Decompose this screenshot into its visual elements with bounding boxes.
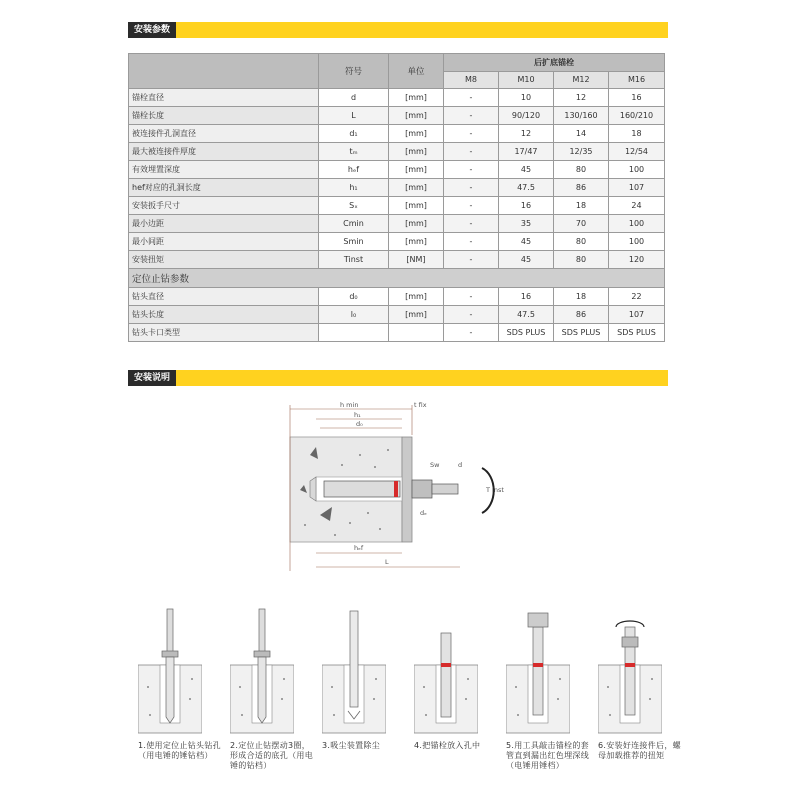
cell-unit: [NM] [389,251,444,269]
cell-value-m12: SDS PLUS [554,324,609,342]
cell-value-m16: 107 [609,306,665,324]
cell-value-m10: 45 [499,233,554,251]
dim-tinst: T inst [486,486,504,494]
cell-value-m8: - [444,125,499,143]
cell-unit: [mm] [389,288,444,306]
cell-value-m12: 18 [554,288,609,306]
cell-value-m16: 100 [609,161,665,179]
cell-symbol: Sₓ [319,197,389,215]
cell-value-m16: 100 [609,215,665,233]
cell-unit: [mm] [389,233,444,251]
cell-value-m8: - [444,143,499,161]
dim-h1: h₁ [354,411,361,419]
cell-value-m8: - [444,251,499,269]
cell-value-m8: - [444,107,499,125]
cell-value-m12: 70 [554,215,609,233]
step-caption-1: 1.使用定位止钻头钻孔（用电锤的锤钻档） [138,741,221,760]
step-illustration-6 [598,607,678,735]
dim-sw: Sw [430,461,440,469]
table-row [129,251,665,269]
step-caption-6: 6.安装好连接件后，螺母加载推荐的扭矩 [598,741,681,760]
table-row [129,306,665,324]
cell-unit: [mm] [389,107,444,125]
header-unit: 单位 [389,54,444,89]
anchor-nut [412,480,432,498]
cell-value-m10: 35 [499,215,554,233]
cell-value-m10: 90/120 [499,107,554,125]
cell-symbol: h₁ [319,179,389,197]
table-row [129,161,665,179]
cell-value-m12: 80 [554,233,609,251]
header-size-m10: M10 [499,71,554,89]
cell-value-m8: - [444,324,499,342]
table-row [129,197,665,215]
cell-symbol: Smin [319,233,389,251]
cell-name: 锚栓长度 [129,107,319,125]
table-row [129,89,665,107]
cell-value-m8: - [444,89,499,107]
step-illustration-3 [322,607,402,735]
cell-unit: [mm] [389,89,444,107]
header-group: 后扩底锚栓 [444,54,665,72]
anchor-diagram [280,395,510,585]
cell-value-m16: 120 [609,251,665,269]
cell-value-m16: SDS PLUS [609,324,665,342]
header-symbol: 符号 [319,54,389,89]
dim-hef: hₑf [354,544,364,552]
table-row [129,215,665,233]
dim-d0: d₀ [356,420,363,428]
cell-value-m16: 24 [609,197,665,215]
cell-symbol: tₘ [319,143,389,161]
cell-unit: [mm] [389,215,444,233]
cell-value-m16: 160/210 [609,107,665,125]
cell-name: 钻头卡口类型 [129,324,319,342]
cell-value-m16: 16 [609,89,665,107]
cell-name: 有效埋置深度 [129,161,319,179]
header-empty [129,54,319,89]
cell-value-m12: 18 [554,197,609,215]
cell-value-m16: 107 [609,179,665,197]
cell-value-m8: - [444,306,499,324]
section-title-params: 安装参数 [128,22,176,38]
cell-name: hef对应的孔洞长度 [129,179,319,197]
cell-value-m12: 14 [554,125,609,143]
dim-L: L [385,558,389,566]
cell-value-m8: - [444,197,499,215]
cell-symbol: l₀ [319,306,389,324]
cell-unit: [mm] [389,197,444,215]
cell-name: 锚栓直径 [129,89,319,107]
cell-unit: [mm] [389,125,444,143]
step-caption-2: 2.定位止钻摆动3圈，形成合适的底孔（用电锤的钻档） [230,741,313,770]
cell-value-m12: 80 [554,251,609,269]
step-caption-5: 5.用工具敲击锚栓的套管直到漏出红色埋深线（电锤用锤档） [506,741,589,770]
section-drill-params: 定位止钻参数 [129,269,665,288]
cell-name: 最大被连接件厚度 [129,143,319,161]
section-bar-params [128,22,668,38]
cell-value-m10: SDS PLUS [499,324,554,342]
cell-symbol: d₀ [319,288,389,306]
cell-symbol: d [319,89,389,107]
cell-symbol: Tinst [319,251,389,269]
cell-value-m10: 45 [499,251,554,269]
cell-value-m10: 10 [499,89,554,107]
cell-value-m12: 80 [554,161,609,179]
dim-hmin: h min [340,401,359,409]
cell-name: 最小间距 [129,233,319,251]
cell-value-m12: 12 [554,89,609,107]
embedment-mark [394,481,398,497]
cell-symbol: Cmin [319,215,389,233]
section-title-instructions: 安装说明 [128,370,176,386]
step-illustration-4 [414,607,494,735]
cell-symbol [319,324,389,342]
header-size-m12: M12 [554,71,609,89]
cell-value-m16: 12/54 [609,143,665,161]
step-illustration-1 [138,607,218,735]
step-illustration-2 [230,607,310,735]
table-row [129,233,665,251]
dim-df: dₑ [420,509,427,517]
step-caption-3: 3.吸尘装置除尘 [322,741,381,750]
cell-name: 被连接件孔洞直径 [129,125,319,143]
cell-value-m10: 47.5 [499,179,554,197]
table-row [129,324,665,342]
cell-value-m10: 12 [499,125,554,143]
section-bar-instructions [128,370,668,386]
cell-value-m10: 17/47 [499,143,554,161]
table-row [129,143,665,161]
cell-value-m8: - [444,161,499,179]
table-row [129,107,665,125]
cell-value-m12: 130/160 [554,107,609,125]
cell-value-m10: 47.5 [499,306,554,324]
cell-unit [389,324,444,342]
cell-symbol: d₁ [319,125,389,143]
step-caption-4: 4.把锚栓放入孔中 [414,741,481,750]
cell-value-m8: - [444,179,499,197]
anchor-sleeve [324,481,400,497]
cell-name: 钻头直径 [129,288,319,306]
cell-unit: [mm] [389,143,444,161]
cell-value-m16: 100 [609,233,665,251]
cell-symbol: L [319,107,389,125]
table-row [129,179,665,197]
dim-tfix: t fix [414,401,427,409]
cell-value-m16: 18 [609,125,665,143]
cell-value-m12: 86 [554,179,609,197]
cell-value-m10: 16 [499,197,554,215]
header-size-m16: M16 [609,71,665,89]
cell-unit: [mm] [389,306,444,324]
anchor-bolt [432,484,458,494]
spec-table [128,53,665,342]
cell-value-m10: 45 [499,161,554,179]
cell-value-m10: 16 [499,288,554,306]
fixture-plate [402,437,412,542]
cell-value-m8: - [444,233,499,251]
dim-d: d [458,461,463,469]
cell-unit: [mm] [389,179,444,197]
cell-name: 安装扭矩 [129,251,319,269]
cell-unit: [mm] [389,161,444,179]
header-size-m8: M8 [444,71,499,89]
table-row [129,288,665,306]
cell-value-m12: 12/35 [554,143,609,161]
step-illustration-5 [506,607,586,735]
cell-value-m8: - [444,215,499,233]
cell-value-m12: 86 [554,306,609,324]
cell-value-m16: 22 [609,288,665,306]
cell-value-m8: - [444,288,499,306]
cell-name: 钻头长度 [129,306,319,324]
table-row [129,125,665,143]
cell-name: 最小边距 [129,215,319,233]
cell-symbol: hₑf [319,161,389,179]
cell-name: 安装扳手尺寸 [129,197,319,215]
